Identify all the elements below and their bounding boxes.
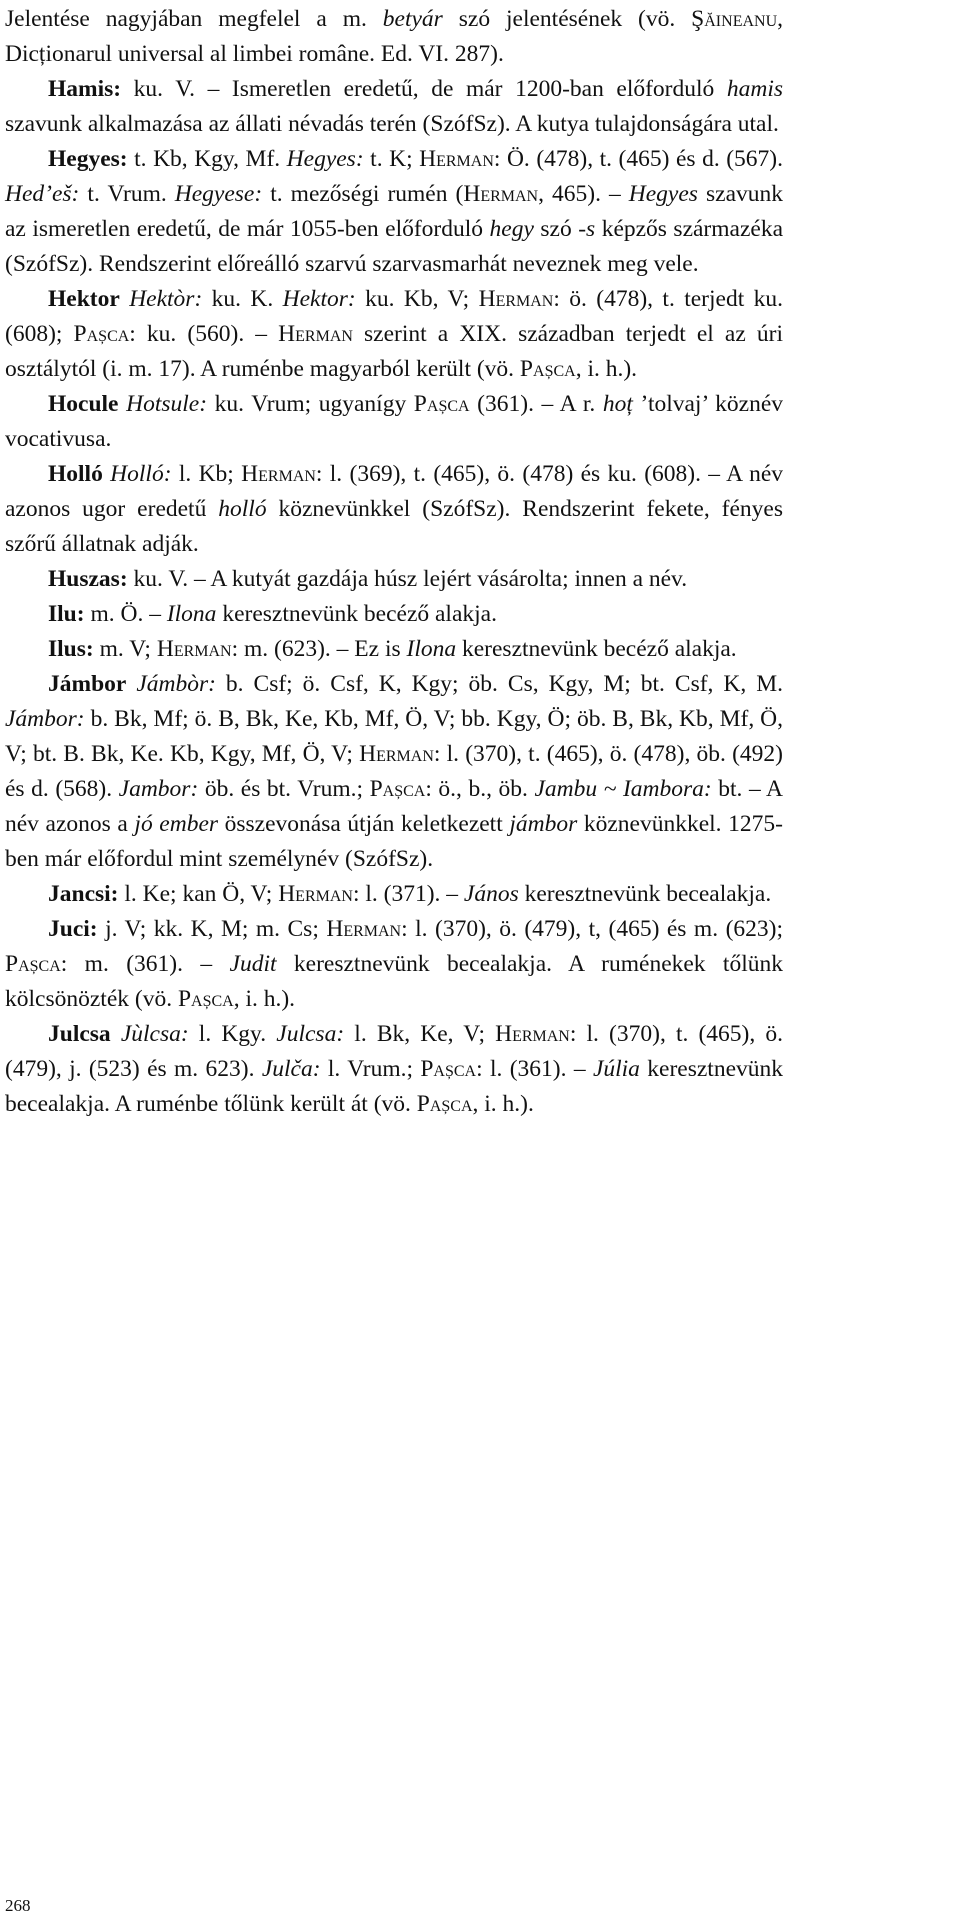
- small-caps-text: erman: [512, 1021, 570, 1047]
- small-caps-text: ăineanu: [704, 6, 778, 32]
- body-text: t. mezőségi rumén (H: [262, 181, 481, 207]
- body-text: keresztnevünk becéző alakja.: [456, 636, 737, 662]
- dictionary-entry: [5, 597, 783, 632]
- body-text: l. Kb; H: [171, 461, 259, 487]
- body-text: szó: [533, 216, 579, 242]
- dictionary-entry: [5, 877, 783, 912]
- page-number: 268: [5, 1896, 31, 1915]
- body-text: l. Ke; kan Ö, V; H: [118, 881, 296, 907]
- body-text: j. V; kk. K, M; m. Cs; H: [97, 916, 344, 942]
- small-caps-text: erman: [173, 636, 232, 662]
- body-text: : ö., b., öb.: [425, 776, 535, 802]
- headword: Huszas:: [48, 566, 128, 592]
- body-text: [120, 286, 129, 312]
- body-text: ku. Vrum; ugyanígy P: [207, 391, 427, 417]
- continuation-paragraph: [5, 2, 783, 72]
- small-caps-text: așca: [86, 321, 130, 347]
- italic-text: betyár: [382, 6, 443, 32]
- italic-text: hamis: [726, 76, 783, 102]
- body-text: b. Bk, Mf; ö. B, Bk, Ke, Kb, Mf, Ö, V; bb. Kgy, Ö; öb. B, Bk, Kb, Mf, Ö, V; bt. B. Bk, Ke. Kb, Kgy, Mf, Ö, V; H: [5, 706, 783, 767]
- headword: Holló: [48, 461, 103, 487]
- dictionary-text: [5, 0, 783, 1122]
- small-caps-text: așca: [18, 951, 61, 977]
- body-text: : m. (361). –: [60, 951, 230, 977]
- body-text: : l. (370), t. (465), ö. (479), j. (523) és m. 623).: [5, 1021, 783, 1082]
- body-text: [126, 671, 136, 697]
- body-text: l. Bk, Ke, V; H: [344, 1021, 513, 1047]
- small-caps-text: erman: [295, 321, 353, 347]
- body-text: : Ö. (478), t. (465) és d. (567).: [493, 146, 783, 172]
- italic-text: Ilona: [406, 636, 457, 662]
- body-text: ku. Kb, V; H: [355, 286, 496, 312]
- body-text: köznevünkkel (SzófSz). Rendszerint fekete, fényes szőrű állatnak adják.: [5, 496, 783, 557]
- italic-text: hoț: [602, 391, 633, 417]
- dictionary-entry: [5, 912, 783, 1017]
- body-text: : l. (361). –: [476, 1056, 593, 1082]
- italic-text: Hektor:: [282, 286, 356, 312]
- dictionary-entry: [5, 632, 783, 667]
- small-caps-text: erman: [436, 146, 494, 172]
- small-caps-text: așca: [426, 391, 470, 417]
- document-page: [5, 0, 783, 1122]
- small-caps-text: așca: [433, 1056, 477, 1082]
- italic-text: Hektòr:: [129, 286, 203, 312]
- body-text: keresztnevünk becéző alakja.: [216, 601, 497, 627]
- italic-text: Hegyes:: [286, 146, 364, 172]
- italic-text: Jùlcsa:: [120, 1021, 189, 1047]
- body-text: m. Ö. –: [84, 601, 167, 627]
- body-text: szavunk az ismeretlen eredetű, de már 1055-ben előforduló: [5, 181, 783, 242]
- headword: Hocule: [48, 391, 119, 417]
- small-caps-text: așca: [191, 986, 234, 1012]
- body-text: Jelentése nagyjában megfelel a m.: [5, 6, 383, 32]
- body-text: t. K; H: [363, 146, 437, 172]
- dictionary-entry: [5, 282, 783, 387]
- italic-text: holló: [218, 496, 267, 522]
- dictionary-entry: [5, 1017, 783, 1122]
- headword: Jancsi:: [48, 881, 119, 907]
- small-caps-text: așca: [533, 356, 576, 382]
- body-text: szerint a XIX. században terjedt el az úri osztálytól (i. m. 17). A ruménbe magyarból került (vö. P: [5, 321, 783, 382]
- small-caps-text: erman: [343, 916, 402, 942]
- body-text: : l. (370), t. (465), ö. (478), öb. (492) és d. (568).: [5, 741, 783, 802]
- body-text: keresztnevünk becealakja. A ruménbe tőlünk került át (vö. P: [5, 1056, 783, 1117]
- body-text: képzős származéka (SzófSz). Rendszerint előreálló szarvú szarvasmarhát neveznek meg vele.: [5, 216, 784, 277]
- italic-text: hegy: [489, 216, 534, 242]
- body-text: b. Csf; ö. Csf, K, Kgy; öb. Cs, Kgy, M; bt. Csf, K, M.: [215, 671, 783, 697]
- body-text: : l. (369), t. (465), ö. (478) és ku. (608). – A név azonos ugor eredetű: [5, 461, 784, 522]
- dictionary-entry: [5, 72, 783, 142]
- small-caps-text: erman: [376, 741, 434, 767]
- body-text: bt. – A név azonos a: [5, 776, 783, 837]
- italic-text: Julča:: [261, 1056, 321, 1082]
- italic-text: Jambor:: [118, 776, 199, 802]
- body-text: : l. (370), ö. (479), t, (465) és m. (623); P: [5, 916, 783, 977]
- body-text: keresztnevünk becealakja. A ruménekek tőlünk kölcsönözték (vö. P: [5, 951, 783, 1012]
- italic-text: Hegyes: [628, 181, 698, 207]
- small-caps-text: erman: [295, 881, 353, 907]
- body-text: : ö. (478), t. terjedt ku. (608); P: [5, 286, 783, 347]
- headword: Hegyes:: [48, 146, 128, 172]
- dictionary-entry: [5, 667, 783, 877]
- body-text: ku. K.: [202, 286, 283, 312]
- headword: Ilus:: [48, 636, 94, 662]
- headword: Ilu:: [48, 601, 85, 627]
- body-text: keresztnevünk becealakja.: [518, 881, 772, 907]
- headword: Hamis:: [48, 76, 122, 102]
- italic-text: Julcsa:: [276, 1021, 345, 1047]
- italic-text: Jambu ~ Iambora:: [534, 776, 712, 802]
- body-text: t. Kb, Kgy, Mf.: [127, 146, 287, 172]
- body-text: szó jelentésének (vö. Ş: [442, 6, 705, 32]
- body-text: , Dicționarul universal al limbei române. Ed. VI. 287).: [5, 6, 783, 67]
- body-text: : ku. (560). – H: [129, 321, 296, 347]
- italic-text: jámbor: [509, 811, 578, 837]
- body-text: ku. V. – Ismeretlen eredetű, de már 1200-ban előforduló: [121, 76, 727, 102]
- body-text: összevonása útján keletkezett: [218, 811, 510, 837]
- dictionary-entry: [5, 387, 783, 457]
- body-text: ku. V. – A kutyát gazdája húsz lejért vásárolta; innen a név.: [127, 566, 688, 592]
- small-caps-text: erman: [480, 181, 539, 207]
- small-caps-text: așca: [429, 1091, 473, 1117]
- italic-text: Hed’eš:: [5, 181, 80, 207]
- body-text: , 465). –: [538, 181, 629, 207]
- body-text: , i. h.).: [575, 356, 638, 382]
- italic-text: Judit: [229, 951, 277, 977]
- body-text: m. V; H: [93, 636, 174, 662]
- body-text: (361). – A r.: [469, 391, 603, 417]
- headword: Hektor: [48, 286, 120, 312]
- dictionary-entry: [5, 142, 783, 282]
- italic-text: Hotsule:: [126, 391, 208, 417]
- italic-text: Hegyese:: [174, 181, 263, 207]
- italic-text: -s: [578, 216, 596, 242]
- italic-text: Holló:: [110, 461, 172, 487]
- headword: Julcsa: [48, 1021, 111, 1047]
- dictionary-entry: [5, 562, 783, 597]
- body-text: köznevünkkel. 1275-ben már előfordul mint személynév (SzófSz).: [5, 811, 783, 872]
- small-caps-text: așca: [382, 776, 426, 802]
- body-text: l. Vrum.; P: [320, 1056, 434, 1082]
- body-text: t. Vrum.: [79, 181, 175, 207]
- body-text: [111, 1021, 121, 1047]
- body-text: l. Kgy.: [188, 1021, 277, 1047]
- italic-text: Jámbòr:: [136, 671, 216, 697]
- body-text: : m. (623). – Ez is: [231, 636, 407, 662]
- dictionary-entry: [5, 457, 783, 562]
- body-text: öb. és bt. Vrum.; P: [198, 776, 383, 802]
- body-text: szavunk alkalmazása az állati névadás terén (SzófSz). A kutya tulajdonságára utal.: [5, 111, 779, 137]
- body-text: : l. (371). –: [352, 881, 464, 907]
- small-caps-text: erman: [495, 286, 554, 312]
- body-text: , i. h.).: [233, 986, 296, 1012]
- body-text: , i. h.).: [472, 1091, 534, 1117]
- headword: Jámbor: [48, 671, 127, 697]
- italic-text: jó ember: [134, 811, 219, 837]
- italic-text: Jámbor:: [5, 706, 85, 732]
- body-text: ’tolvaj’ köznév vocativusa.: [5, 391, 784, 452]
- italic-text: Júlia: [592, 1056, 640, 1082]
- italic-text: Ilona: [166, 601, 217, 627]
- body-text: [119, 391, 127, 417]
- small-caps-text: erman: [258, 461, 316, 487]
- headword: Juci:: [48, 916, 98, 942]
- italic-text: János: [463, 881, 519, 907]
